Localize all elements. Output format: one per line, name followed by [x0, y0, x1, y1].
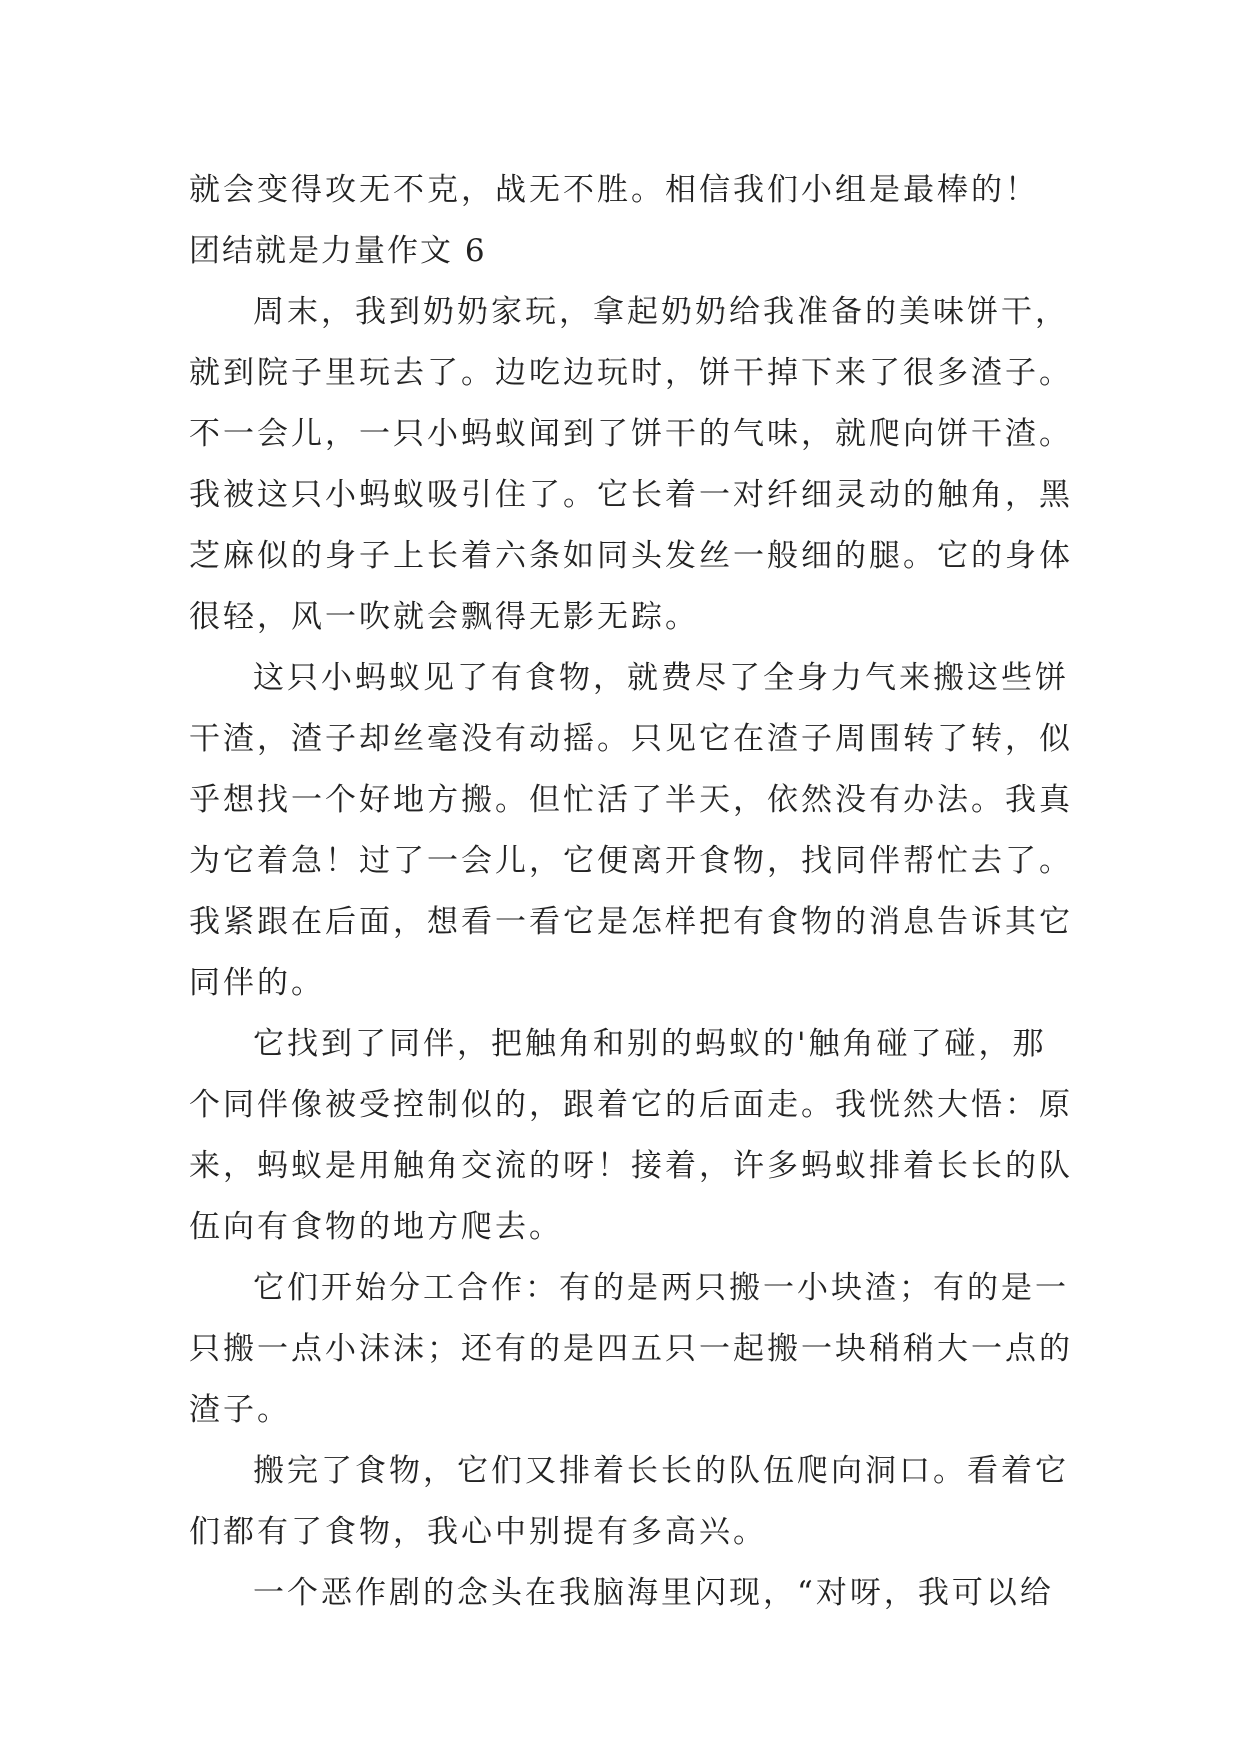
text-line: 个同伴像被受控制似的，跟着它的后面走。我恍然大悟：原	[189, 1087, 1073, 1123]
text-line: 来，蚂蚁是用触角交流的呀！接着，许多蚂蚁排着长长的队	[189, 1148, 1073, 1184]
text-line: 很轻，风一吹就会飘得无影无踪。	[189, 599, 699, 635]
paragraph-start-line: 这只小蚂蚁见了有食物，就费尽了全身力气来搬这些饼	[253, 660, 1069, 696]
text-line: 们都有了食物，我心中别提有多高兴。	[189, 1514, 767, 1550]
text-line: 干渣，渣子却丝毫没有动摇。只见它在渣子周围转了转，似	[189, 721, 1073, 757]
text-line: 乎想找一个好地方搬。但忙活了半天，依然没有办法。我真	[189, 782, 1073, 818]
text-line: 就到院子里玩去了。边吃边玩时，饼干掉下来了很多渣子。	[189, 355, 1073, 391]
text-line: 渣子。	[189, 1392, 291, 1428]
text-line: 不一会儿，一只小蚂蚁闻到了饼干的气味，就爬向饼干渣。	[189, 416, 1073, 452]
paragraph-start-line: 它们开始分工合作：有的是两只搬一小块渣；有的是一	[253, 1270, 1069, 1306]
section-title: 团结就是力量作文 6	[189, 233, 487, 269]
text-line: 芝麻似的身子上长着六条如同头发丝一般细的腿。它的身体	[189, 538, 1073, 574]
paragraph-start-line: 周末，我到奶奶家玩，拿起奶奶给我准备的美味饼干，	[253, 294, 1069, 330]
document-body	[189, 160, 1073, 1624]
paragraph-start-line: 搬完了食物，它们又排着长长的队伍爬向洞口。看着它	[253, 1453, 1069, 1489]
text-line: 我被这只小蚂蚁吸引住了。它长着一对纤细灵动的触角，黑	[189, 477, 1073, 513]
text-line: 只搬一点小沫沫；还有的是四五只一起搬一块稍稍大一点的	[189, 1331, 1073, 1367]
paragraph-start-line: 一个恶作剧的念头在我脑海里闪现，“对呀，我可以给	[253, 1575, 1054, 1611]
text-line: 就会变得攻无不克，战无不胜。相信我们小组是最棒的！	[189, 172, 1039, 208]
text-line: 伍向有食物的地方爬去。	[189, 1209, 563, 1245]
text-line: 我紧跟在后面，想看一看它是怎样把有食物的消息告诉其它	[189, 904, 1073, 940]
paragraph-start-line: 它找到了同伴，把触角和别的蚂蚁的'触角碰了碰，那	[253, 1026, 1047, 1062]
text-line: 同伴的。	[189, 965, 325, 1001]
text-line: 为它着急！过了一会儿，它便离开食物，找同伴帮忙去了。	[189, 843, 1073, 879]
